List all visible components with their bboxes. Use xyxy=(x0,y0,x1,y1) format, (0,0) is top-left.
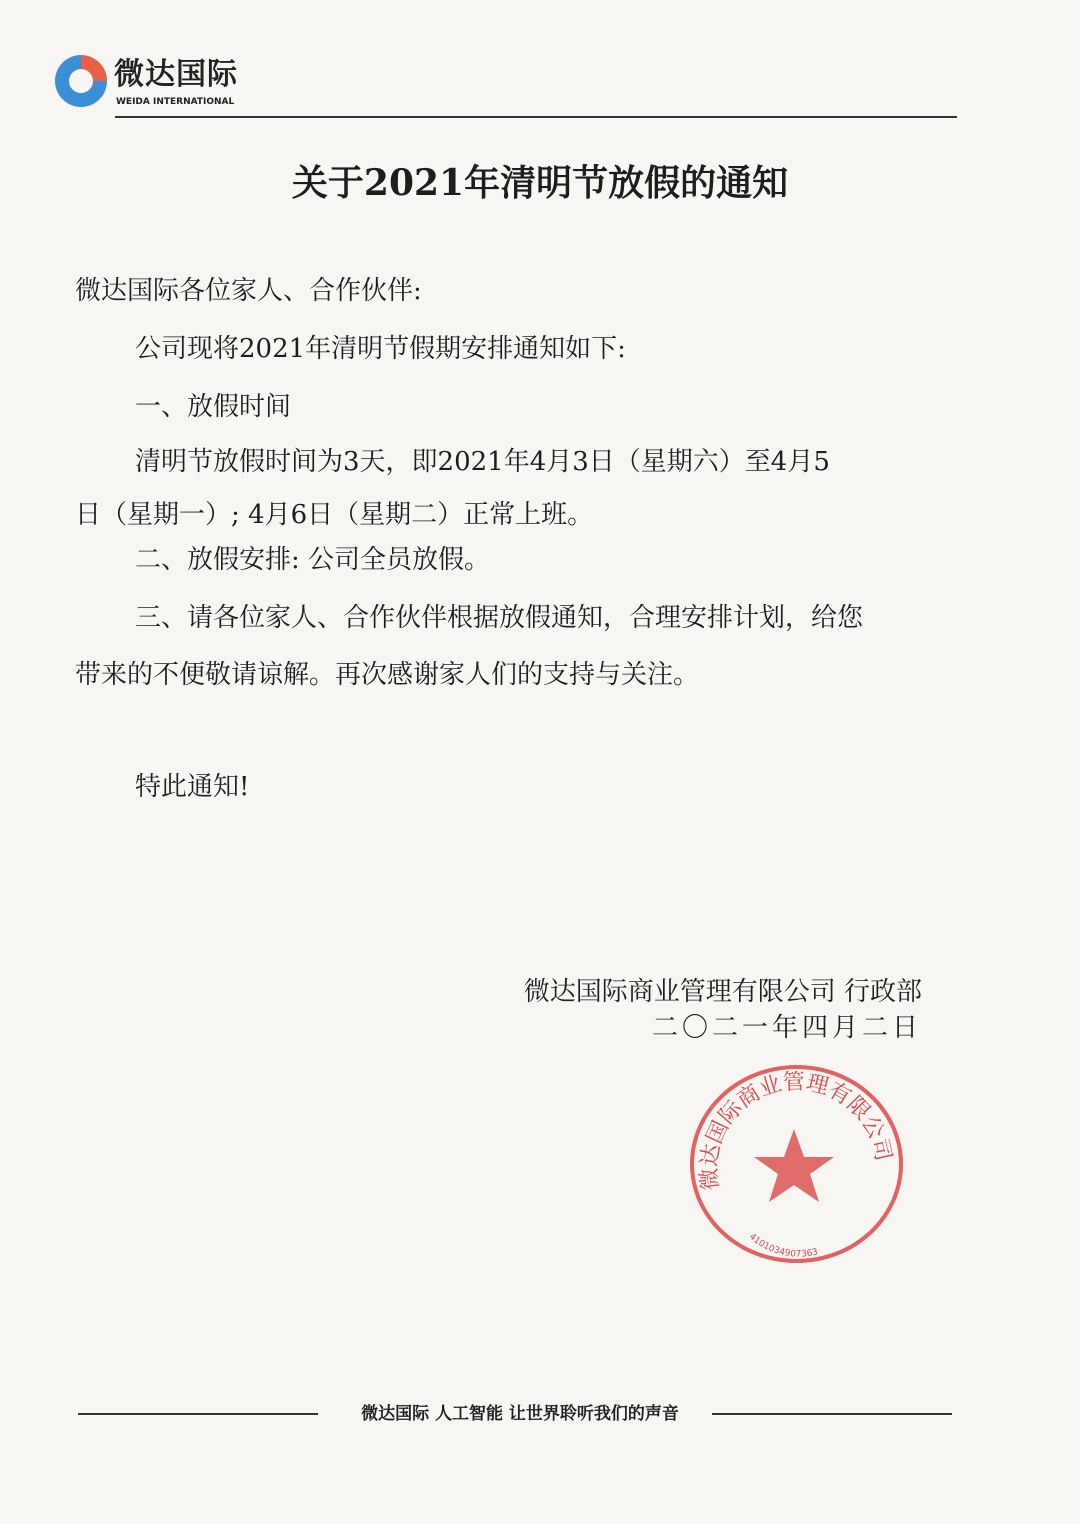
footer-slogan: 微达国际 人工智能 让世界聆听我们的声音 xyxy=(361,1404,679,1424)
intro: 公司现将2021年清明节假期安排通知如下: xyxy=(135,334,626,364)
issue-date: 二〇二一年四月二日 xyxy=(651,1013,922,1043)
section1-line2: 日（星期一）; 4月6日（星期二）正常上班。 xyxy=(75,500,594,530)
greeting: 微达国际各位家人、合作伙伴: xyxy=(75,276,422,306)
logo-name-cn: 微达国际 xyxy=(114,57,238,92)
company-logo-icon xyxy=(55,55,107,107)
section3-line1: 三、请各位家人、合作伙伴根据放假通知，合理安排计划，给您 xyxy=(135,603,864,633)
seal-text: 微达国际商业管理有限公司 xyxy=(696,1069,896,1192)
company-seal xyxy=(690,1065,903,1263)
section2: 二、放假安排: 公司全员放假。 xyxy=(135,545,491,575)
seal-number: 4101034907363 xyxy=(746,1231,820,1259)
svg-text:4101034907363 xyxy=(747,1232,819,1259)
section1-heading: 一、放假时间 xyxy=(135,392,292,422)
section1-line1: 清明节放假时间为3天，即2021年4月3日（星期六）至4月5 xyxy=(135,447,830,477)
document-title: 关于2021年清明节放假的通知 xyxy=(291,162,789,204)
signature: 微达国际商业管理有限公司 行政部 xyxy=(523,977,922,1007)
closing: 特此通知! xyxy=(135,772,250,802)
logo-name-en: WEIDA INTERNATIONAL xyxy=(116,97,235,107)
seal-star-icon xyxy=(754,1129,834,1202)
section3-line2: 带来的不便敬请谅解。再次感谢家人们的支持与关注。 xyxy=(75,660,700,690)
header-divider xyxy=(115,116,957,118)
